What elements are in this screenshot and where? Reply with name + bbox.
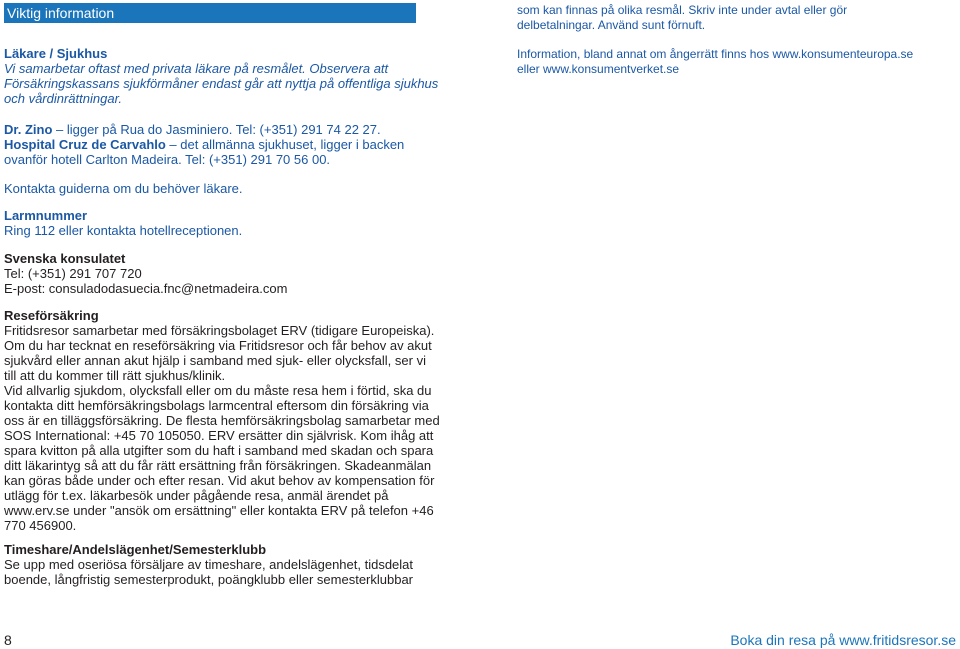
right-column-text (517, 3, 847, 32)
timeshare-line: Se upp med oseriösa försäljare av timeshare, andelslägenhet, tidsdelat (4, 557, 414, 572)
consulate-section (4, 251, 287, 296)
insurance-line: spara kvitton på alla utgifter som du haft i samband med skadan och spara (4, 443, 434, 458)
right-line: som kan finnas på olika resmål. Skriv inte under avtal eller gör (517, 3, 848, 17)
hospital-line-2: ovanför hotell Carlton Madeira. Tel: (+351) 291 70 56 00. (4, 152, 331, 167)
insurance-line: Fritidsresor samarbetar med försäkringsbolaget ERV (tidigare Europeiska). (4, 323, 435, 338)
insurance-line: www.erv.se under "ansök om ersättning" eller kontakta ERV på telefon +46 (4, 503, 434, 518)
hospital-line (4, 137, 404, 152)
timeshare-line: boende, långfristig semesterprodukt, poängklubb eller semesterklubbar (4, 572, 414, 587)
insurance-line: Om du har tecknat en reseförsäkring via Fritidsresor och får behov av akut (4, 338, 432, 353)
zino-details: – ligger på Rua do Jasminiero. Tel: (+351) 291 74 22 27. (52, 122, 381, 137)
clinics-section (4, 122, 404, 167)
page-number: 8 (4, 632, 12, 648)
insurance-heading: Reseförsäkring (4, 308, 99, 323)
right-line: delbetalningar. Använd sunt förnuft. (517, 17, 706, 32)
consulate-heading: Svenska konsulatet (4, 251, 126, 266)
booking-link[interactable]: Boka din resa på www.fritidsresor.se (730, 632, 956, 648)
insurance-line: kan göras både under och efter resan. Vid akut behov av kompensation för (4, 473, 435, 488)
insurance-line: SOS International: +45 70 105050. ERV ersätter din självrisk. Kom ihåg att (4, 428, 434, 443)
consulate-email: E-post: consuladodasuecia.fnc@netmadeira.com (4, 281, 288, 296)
consulate-phone: Tel: (+351) 291 707 720 (4, 266, 142, 281)
insurance-line: 770 456900. (4, 518, 77, 533)
consumer-info-line: Information, bland annat om ångerrätt finns hos www.konsumenteuropa.se (517, 47, 914, 61)
emergency-section (4, 208, 242, 238)
insurance-section (4, 308, 440, 533)
insurance-line: Vid allvarlig sjukdom, olycksfall eller om du måste resa hem i förtid, ska du (4, 383, 432, 398)
insurance-line: ditt läkarintyg så att du får rätt ersättning från försäkringen. Skadeanmälan (4, 458, 432, 473)
info-banner (4, 3, 416, 23)
hospital-name: Hospital Cruz de Carvahlo (4, 137, 166, 152)
timeshare-heading: Timeshare/Andelslägenhet/Semesterklubb (4, 542, 267, 557)
insurance-line: utlägg för t.ex. läkarbesök under pågående resa, anmäl ärendet på (4, 488, 389, 503)
insurance-line: oss är en tilläggsförsäkring. De flesta hemförsäkringsbolag samarbetar med (4, 413, 440, 428)
banner-title: Viktig information (7, 5, 115, 21)
doctors-line: Försäkringskassans sjukförmåner endast går att nyttja på offentliga sjukhus (4, 76, 439, 91)
hospital-details: – det allmänna sjukhuset, ligger i backen (165, 137, 405, 152)
consumer-info-line: eller www.konsumentverket.se (517, 61, 680, 76)
insurance-line: till att du kommer till rätt sjukhus/klinik. (4, 368, 226, 383)
doctors-section (4, 46, 438, 106)
insurance-line: sjukvård eller annan akut hjälp i samband med sjuk- eller olycksfall, ser vi (4, 353, 426, 368)
timeshare-section (4, 542, 413, 587)
doctors-line: och vårdinrättningar. (4, 91, 123, 106)
consumer-info (517, 47, 913, 76)
zino-line (4, 122, 404, 137)
doctors-heading: Läkare / Sjukhus (4, 46, 108, 61)
zino-name: Dr. Zino (4, 122, 53, 137)
emergency-heading: Larmnummer (4, 208, 88, 223)
guides-text: Kontakta guiderna om du behöver läkare. (4, 181, 243, 196)
emergency-text: Ring 112 eller kontakta hotellreceptionen. (4, 223, 243, 238)
doctors-line: Vi samarbetar oftast med privata läkare på resmålet. Observera att (4, 61, 389, 76)
insurance-line: kontakta ditt hemförsäkringsbolags larmcentral eftersom din försäkring via (4, 398, 429, 413)
